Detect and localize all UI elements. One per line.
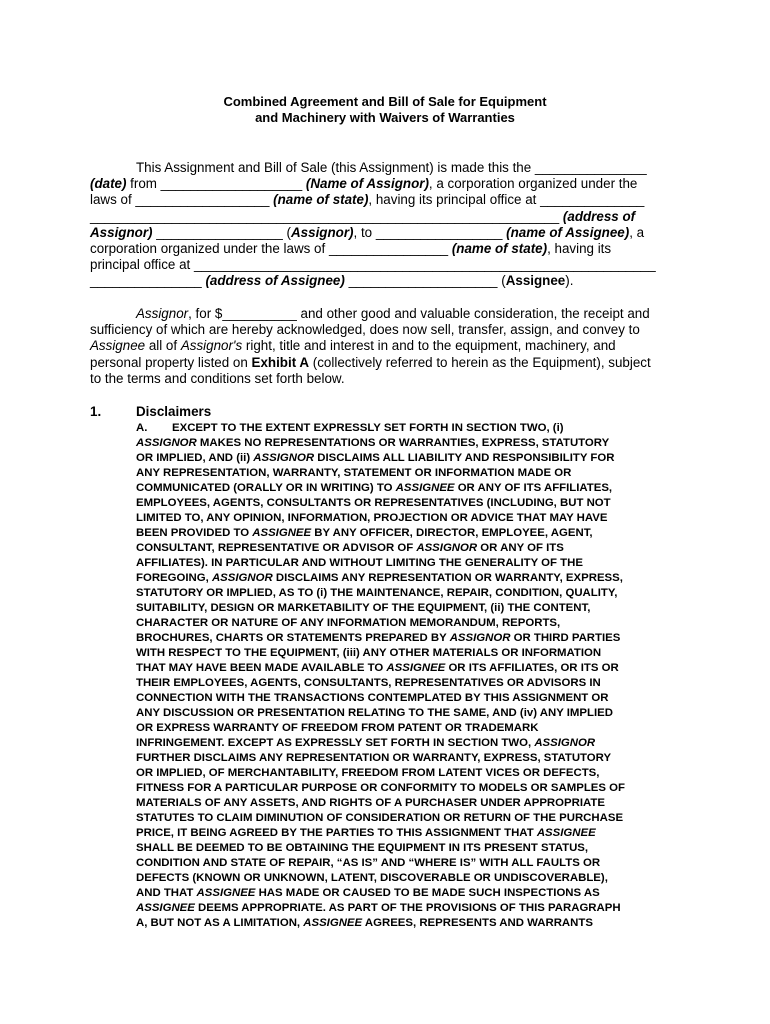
disclaimer-line: AND THAT ASSIGNEE HAS MADE OR CAUSED TO BE MADE SUCH INSPECTIONS AS bbox=[136, 887, 600, 899]
disclaimer-line: ANY DISCUSSION OR PRESENTATION RELATING TO THE SAME, AND (iv) ANY IMPLIED bbox=[136, 707, 613, 719]
disclaimer-line: AFFILIATES). IN PARTICULAR AND WITHOUT LIMITING THE GENERALITY OF THE bbox=[136, 557, 583, 569]
disclaimer-line: SHALL BE DEEMED TO BE OBTAINING THE EQUIPMENT IN ITS PRESENT STATUS, bbox=[136, 842, 589, 854]
intro-line: principal office at ______________________________________________________________ bbox=[90, 257, 656, 273]
disclaimer-line-first bbox=[136, 421, 684, 436]
consideration-line: sufficiency of which are hereby acknowledged, does now sell, transfer, assign, and convey to bbox=[90, 322, 640, 338]
disclaimer-line: OR IMPLIED, AND (ii) ASSIGNOR DISCLAIMS ALL LIABILITY AND RESPONSIBILITY FOR bbox=[136, 452, 615, 464]
disclaimer-line: WITH RESPECT TO THE EQUIPMENT, (iii) ANY OTHER MATERIALS OR INFORMATION bbox=[136, 647, 602, 659]
disclaimer-line: LIMITED TO, ANY OPINION, INFORMATION, PROJECTION OR ADVICE THAT MAY HAVE bbox=[136, 512, 608, 524]
consideration-line: personal property listed on Exhibit A (collectively referred to herein as the Equipment), subject bbox=[90, 354, 651, 370]
disclaimer-line: A, BUT NOT AS A LIMITATION, ASSIGNEE AGREES, REPRESENTS AND WARRANTS bbox=[136, 917, 593, 929]
disclaimer-line: STATUTES TO CLAIM DIMINUTION OF CONSIDERATION OR RETURN OF THE PURCHASE bbox=[136, 812, 624, 824]
disclaimer-line: ANY REPRESENTATION, WARRANTY, STATEMENT OR INFORMATION MADE OR bbox=[136, 467, 572, 479]
disclaimer-line: CONNECTION WITH THE TRANSACTIONS CONTEMPLATED BY THIS ASSIGNMENT OR bbox=[136, 692, 609, 704]
disclaimer-paragraph bbox=[136, 421, 684, 931]
disclaimer-line: STATUTORY OR IMPLIED, AS TO (i) THE MAINTENANCE, REPAIR, CONDITION, QUALITY, bbox=[136, 587, 618, 599]
disclaimer-line: SUITABILITY, DESIGN OR MARKETABILITY OF THE EQUIPMENT, (ii) THE CONTENT, bbox=[136, 602, 591, 614]
disclaimer-line: FITNESS FOR A PARTICULAR PURPOSE OR CONFORMITY TO MODELS OR SAMPLES OF bbox=[136, 782, 625, 794]
intro-line: Assignor) _________________ (Assignor), to _________________ (name of Assignee), a bbox=[90, 224, 645, 240]
intro-line: This Assignment and Bill of Sale (this Assignment) is made this the _______________ bbox=[136, 160, 647, 175]
disclaimer-line: DEFECTS (KNOWN OR UNKNOWN, LATENT, DISCOVERABLE OR UNDISCOVERABLE), bbox=[136, 872, 608, 884]
document-title bbox=[0, 94, 770, 126]
intro-line: (date) from ___________________ (Name of Assignor), a corporation organized under the bbox=[90, 176, 638, 192]
intro-paragraph bbox=[90, 160, 680, 290]
disclaimer-line: EXCEPT TO THE EXTENT EXPRESSLY SET FORTH IN SECTION TWO, (i) bbox=[172, 422, 564, 434]
disclaimer-line: ASSIGNEE DEEMS APPROPRIATE. AS PART OF THE PROVISIONS OF THIS PARAGRAPH bbox=[136, 902, 621, 914]
disclaimer-line: THEIR EMPLOYEES, AGENTS, CONSULTANTS, REPRESENTATIVES OR ADVISORS IN bbox=[136, 677, 601, 689]
disclaimer-line: FURTHER DISCLAIMS ANY REPRESENTATION OR WARRANTY, EXPRESS, STATUTORY bbox=[136, 752, 612, 764]
disclaimer-line: COMMUNICATED (ORALLY OR IN WRITING) TO ASSIGNEE OR ANY OF ITS AFFILIATES, bbox=[136, 482, 613, 494]
disclaimer-line: CONDITION AND STATE OF REPAIR, “AS IS” AND “WHERE IS” WITH ALL FAULTS OR bbox=[136, 857, 601, 869]
disclaimer-line: CONSULTANT, REPRESENTATIVE OR ADVISOR OF ASSIGNOR OR ANY OF ITS bbox=[136, 542, 564, 554]
section-title: Disclaimers bbox=[136, 404, 212, 419]
disclaimer-line: THAT MAY HAVE BEEN MADE AVAILABLE TO ASSIGNEE OR ITS AFFILIATES, OR ITS OR bbox=[136, 662, 619, 674]
title-line-2: and Machinery with Waivers of Warranties bbox=[255, 110, 515, 125]
section-number: 1. bbox=[90, 404, 102, 419]
disclaimer-line: OR IMPLIED, OF MERCHANTABILITY, FREEDOM FROM LATENT VICES OR DEFECTS, bbox=[136, 767, 600, 779]
subsection-label: A. bbox=[136, 422, 148, 434]
disclaimer-line: MATERIALS OF ANY ASSETS, AND RIGHTS OF A PURCHASER UNDER APPROPRIATE bbox=[136, 797, 605, 809]
consideration-paragraph bbox=[90, 306, 680, 387]
section-1-heading bbox=[90, 404, 211, 420]
title-line-1: Combined Agreement and Bill of Sale for Equipment bbox=[223, 94, 547, 109]
consideration-line: Assignee all of Assignor's right, title and interest in and to the equipment, machinery, and bbox=[90, 338, 616, 354]
intro-line: corporation organized under the laws of ________________ (name of state), having its bbox=[90, 241, 612, 257]
disclaimer-line: CHARACTER OR NATURE OF ANY INFORMATION MEMORANDUM, REPORTS, bbox=[136, 617, 561, 629]
consideration-line: to the terms and conditions set forth below. bbox=[90, 370, 345, 386]
consideration-line: Assignor, for $__________ and other good and valuable consideration, the receipt and bbox=[136, 306, 650, 321]
disclaimer-line: INFRINGEMENT. EXCEPT AS EXPRESSLY SET FORTH IN SECTION TWO, ASSIGNOR bbox=[136, 737, 596, 749]
intro-line: _______________________________________________________________ (address of bbox=[90, 208, 636, 224]
disclaimer-line: FOREGOING, ASSIGNOR DISCLAIMS ANY REPRESENTATION OR WARRANTY, EXPRESS, bbox=[136, 572, 623, 584]
disclaimer-line: ASSIGNOR MAKES NO REPRESENTATIONS OR WARRANTIES, EXPRESS, STATUTORY bbox=[136, 437, 610, 449]
intro-line: laws of __________________ (name of state), having its principal office at ______________ bbox=[90, 192, 645, 208]
disclaimer-line: BEEN PROVIDED TO ASSIGNEE BY ANY OFFICER, DIRECTOR, EMPLOYEE, AGENT, bbox=[136, 527, 593, 539]
disclaimer-line: OR EXPRESS WARRANTY OF FREEDOM FROM PATENT OR TRADEMARK bbox=[136, 722, 539, 734]
disclaimer-line: EMPLOYEES, AGENTS, CONSULTANTS OR REPRESENTATIVES (INCLUDING, BUT NOT bbox=[136, 497, 611, 509]
intro-line: _______________ (address of Assignee) ____________________ (Assignee). bbox=[90, 273, 574, 289]
disclaimer-line: PRICE, IT BEING AGREED BY THE PARTIES TO THIS ASSIGNMENT THAT ASSIGNEE bbox=[136, 827, 596, 839]
disclaimer-line: BROCHURES, CHARTS OR STATEMENTS PREPARED BY ASSIGNOR OR THIRD PARTIES bbox=[136, 632, 621, 644]
